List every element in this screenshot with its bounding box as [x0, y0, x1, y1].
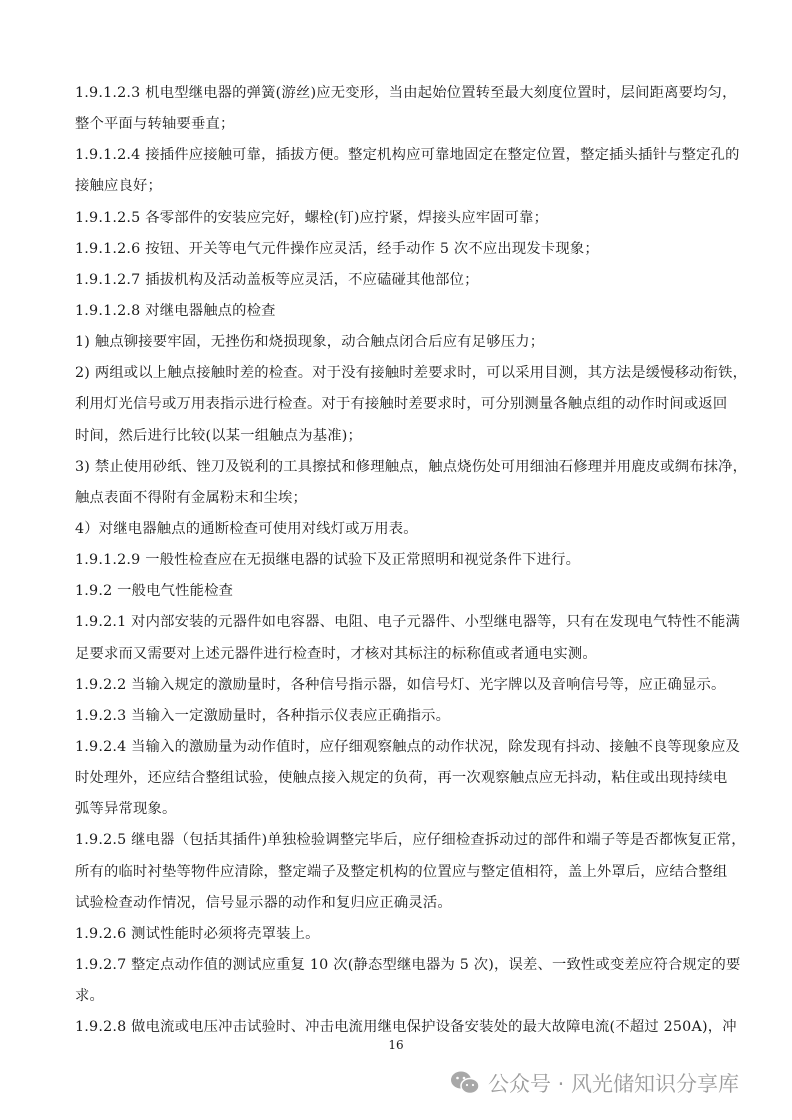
text-line: 1.9.1.2.9 一般性检查应在无损继电器的试验下及正常照明和视觉条件下进行。: [75, 552, 581, 569]
page-number: 16: [388, 1038, 404, 1052]
text-line: 1.9.2.3 当输入一定激励量时，各种指示仪表应正确指示。: [75, 707, 451, 724]
text-line: 1.9.1.2.5 各零部件的安装应完好，螺栓(钉)应拧紧，焊接头应牢固可靠；: [75, 209, 549, 226]
paragraph-1-9-2-6: [75, 922, 725, 953]
paragraph-item-3: [75, 455, 748, 517]
text-line: 所有的临时衬垫等物件应清除，整定端子及整定机构的位置应与整定值相符，盖上外罩后，应结合整组: [75, 863, 728, 880]
text-line: 时处理外，还应结合整组试验，使触点接入规定的负荷，再一次观察触点应无抖动，粘住或出现持续电: [75, 770, 728, 787]
text-line: 1.9.2.1 对内部安装的元器件如电容器、电阻、电子元器件、小型继电器等，只有在发现电气特性不能满: [75, 614, 741, 631]
wechat-icon: [450, 1070, 480, 1096]
paragraph-1-9-1-2-5: [75, 206, 725, 237]
paragraph-item-4: [75, 517, 725, 548]
text-line: 接触应良好；: [75, 178, 162, 195]
text-line: 利用灯光信号或万用表指示进行检查。对于有接触时差要求时，可分别测量各触点组的动作时间或返回: [75, 396, 728, 413]
text-line: 试验检查动作情况，信号显示器的动作和复归应正确灵活。: [75, 894, 452, 911]
paragraph-1-9-1-2-7: [75, 268, 725, 299]
text-line: 1.9.2.4 当输入的激励量为动作值时，应仔细观察触点的动作状况，除发现有抖动、接触不良等现象应及: [75, 738, 741, 755]
text-line: 1.9.2.8 做电流或电压冲击试验时、冲击电流用继电保护设备安装处的最大故障电流(不超过 250A)，冲: [75, 1019, 737, 1036]
text-line: 触点表面不得附有金属粉末和尘埃；: [75, 489, 307, 506]
text-line: 弧等异常现象。: [75, 801, 177, 818]
paragraph-1-9-2-4: [75, 735, 741, 828]
watermark-text: 公众号 · 风光储知识分享库: [488, 1072, 740, 1096]
paragraph-1-9-2-1: [75, 610, 741, 672]
text-line: 3) 禁止使用砂纸、锉刀及锐利的工具擦拭和修理触点，触点烧伤处可用细油石修理并用鹿皮或绸布抹净，: [75, 458, 748, 475]
paragraph-1-9-1-2-3: [75, 81, 737, 143]
text-line: 1.9.1.2.7 插拔机构及活动盖板等应灵活，不应磕碰其他部位；: [75, 271, 479, 288]
text-line: 1.9.1.2.8 对继电器触点的检查: [75, 302, 276, 319]
text-line: 整个平面与转轴要垂直；: [75, 116, 235, 133]
paragraph-1-9-1-2-9: [75, 548, 725, 579]
paragraph-1-9-2-5: [75, 828, 746, 921]
paragraph-item-2: [75, 361, 748, 454]
paragraph-1-9-2: [75, 579, 725, 610]
text-line: 时间，然后进行比较(以某一组触点为基准)；: [75, 427, 362, 444]
text-line: 1.9.2.6 测试性能时必须将壳罩装上。: [75, 925, 320, 942]
text-line: 2) 两组或以上触点接触时差的检查。对于没有接触时差要求时，可以采用目测，其方法是缓慢移动衔铁，: [75, 365, 748, 382]
text-line: 1.9.2.7 整定点动作值的测试应重复 10 次(静态型继电器为 5 次)，误差、一致性或变差应符合规定的要: [75, 956, 741, 973]
paragraph-item-1: [75, 330, 725, 361]
text-line: 求。: [75, 988, 104, 1005]
text-line: 足要求而又需要对上述元器件进行检查时，才核对其标注的标称值或者通电实测。: [75, 645, 597, 662]
paragraph-1-9-2-3: [75, 704, 725, 735]
paragraph-1-9-2-2: [75, 673, 725, 704]
text-line: 1.9.1.2.6 按钮、开关等电气元件操作应灵活，经手动作 5 次不应出现发卡现象；: [75, 240, 599, 257]
text-line: 1.9.2.2 当输入规定的激励量时，各种信号指示器，如信号灯、光字牌以及音响信号等，应正确显示。: [75, 676, 726, 693]
paragraph-1-9-2-7: [75, 953, 741, 1015]
watermark: [450, 1068, 739, 1098]
text-line: 4）对继电器触点的通断检查可使用对线灯或万用表。: [75, 520, 418, 537]
text-line: 1.9.1.2.4 接插件应接触可靠，插拔方便。整定机构应可靠地固定在整定位置，整定插头插针与整定孔的: [75, 147, 740, 164]
text-line: 1.9.2.5 继电器（包括其插件)单独检验调整完毕后，应仔细检查拆动过的部件和端子等是否都恢复正常，: [75, 832, 746, 849]
text-line: 1.9.2 一般电气性能检查: [75, 583, 234, 600]
paragraph-1-9-1-2-4: [75, 143, 740, 205]
text-line: 1.9.1.2.3 机电型继电器的弹簧(游丝)应无变形，当由起始位置转至最大刻度位置时，层间距离要均匀，: [75, 85, 737, 101]
text-line: 1) 触点铆接要牢固，无挫伤和烧损现象，动合触点闭合后应有足够压力；: [75, 334, 545, 351]
paragraph-1-9-1-2-6: [75, 237, 725, 268]
paragraph-1-9-1-2-8: [75, 299, 725, 330]
document-body: [75, 81, 748, 1046]
